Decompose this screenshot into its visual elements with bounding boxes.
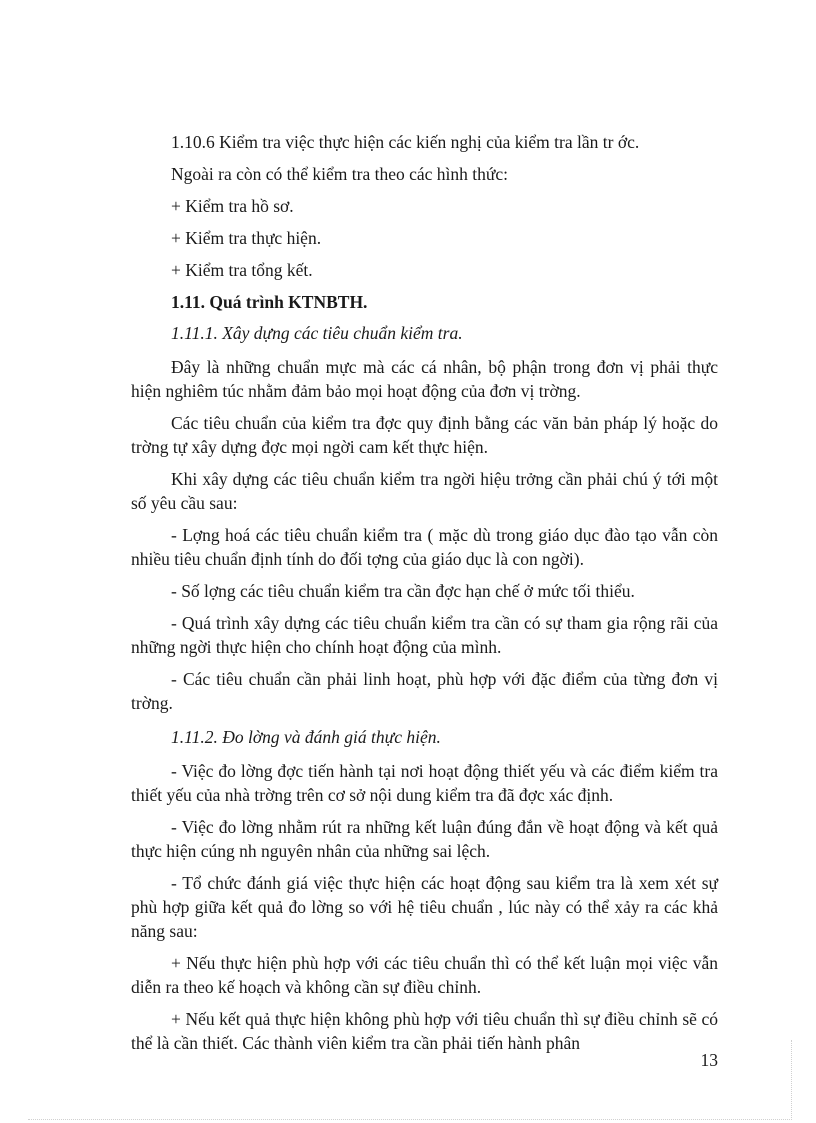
paragraph-standards-regulation: Các tiêu chuẩn của kiểm tra đợc quy định bằng các văn bản pháp lý hoặc do trờng tự xây dựng đợc mọi ngời cam kết thực hiện. <box>131 413 718 457</box>
requirement-participation: - Quá trình xây dựng các tiêu chuẩn kiểm tra cần có sự tham gia rộng rãi của những ngời thực hiện cho chính hoạt động của mình. <box>131 613 718 657</box>
case-conforming: + Nếu thực hiện phù hợp với các tiêu chuẩn thì có thể kết luận mọi việc vẫn diễn ra theo kế hoạch và không cần sự điều chỉnh. <box>131 953 718 997</box>
section-heading-1-11: 1.11. Quá trình KTNBTH. <box>171 292 368 312</box>
paragraph-standards-definition: Đây là những chuẩn mực mà các cá nhân, bộ phận trong đơn vị phải thực hiện nghiêm túc nhằm đảm bảo mọi hoạt động của đơn vị trờng. <box>131 357 718 401</box>
requirement-flexible: - Các tiêu chuẩn cần phải linh hoạt, phù hợp với đặc điểm của từng đơn vị trờng. <box>131 669 718 713</box>
form-summary: + Kiểm tra tổng kết. <box>171 260 313 280</box>
page-number: 13 <box>700 1050 718 1070</box>
form-records: + Kiểm tra hồ sơ. <box>171 196 294 216</box>
form-implementation: + Kiểm tra thực hiện. <box>171 228 322 248</box>
requirement-quantify: - Lợng hoá các tiêu chuẩn kiểm tra ( mặc dù trong giáo dục đào tạo vẫn còn nhiều tiêu chuẩn định tính do đối tợng của giáo dục là con ngời). <box>131 525 718 569</box>
page-body <box>131 130 718 1055</box>
subsection-heading-1-11-2: 1.11.2. Đo lờng và đánh giá thực hiện. <box>171 727 441 747</box>
subsection-heading-1-11-1: 1.11.1. Xây dựng các tiêu chuẩn kiểm tra. <box>171 323 463 343</box>
measurement-location: - Việc đo lờng đợc tiến hành tại nơi hoạt động thiết yếu và các điểm kiểm tra thiết yếu của nhà trờng trên cơ sở nội dung kiểm tra đã đợc xác định. <box>131 761 718 805</box>
item-1-10-6: 1.10.6 Kiểm tra việc thực hiện các kiến nghị của kiểm tra lần tr ớc. <box>171 132 640 152</box>
paragraph-requirements-intro: Khi xây dựng các tiêu chuẩn kiểm tra ngời hiệu trởng cần phải chú ý tới một số yêu cầu sau: <box>131 469 718 513</box>
measurement-purpose: - Việc đo lờng nhằm rút ra những kết luận đúng đắn về hoạt động và kết quả thực hiện cúng nh nguyên nhân của những sai lệch. <box>131 817 718 861</box>
evaluation-organization: - Tổ chức đánh giá việc thực hiện các hoạt động sau kiểm tra là xem xét sự phù hợp giữa kết quả đo lờng so với hệ tiêu chuẩn , lúc này có thể xảy ra các khả năng sau: <box>131 873 718 941</box>
intro-forms: Ngoài ra còn có thể kiểm tra theo các hình thức: <box>171 164 508 184</box>
case-nonconforming: + Nếu kết quả thực hiện không phù hợp với tiêu chuẩn thì sự điều chỉnh sẽ có thể là cần thiết. Các thành viên kiểm tra cần phải tiến hành phân <box>131 1009 718 1053</box>
margin-guide-vertical <box>791 1040 792 1120</box>
margin-guide-horizontal <box>28 1119 792 1120</box>
requirement-minimum-count: - Số lợng các tiêu chuẩn kiểm tra cần đợc hạn chế ở mức tối thiểu. <box>171 581 635 601</box>
